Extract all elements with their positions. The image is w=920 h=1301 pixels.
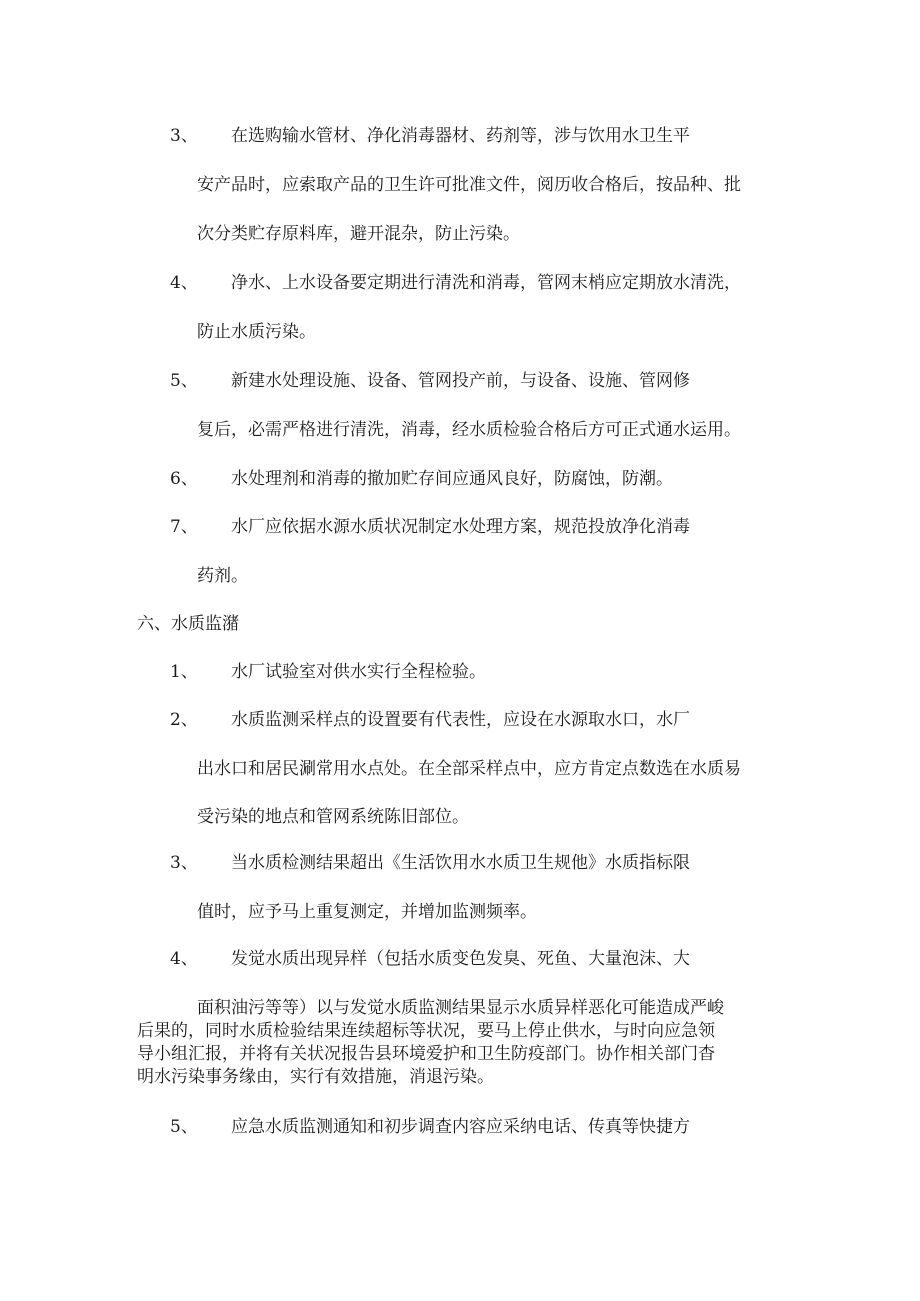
item-text-line: 应急水质监测通知和初步调查内容应采纳电话、传真等快捷方	[231, 1117, 690, 1137]
item-number: 4、	[170, 273, 198, 293]
item-text-line: 防止水质污染。	[197, 322, 316, 342]
item-number: 5、	[170, 371, 198, 391]
item-text-line: 次分类贮存原料库，避开混杂，防止污染。	[197, 224, 520, 244]
paragraph-line: 导小组汇报，并将有关状况报告县环境爱护和卫生防疫部门。协作相关部门杳	[137, 1044, 715, 1064]
item-text-line: 水厂应依据水源水质状况制定水处理方案，规范投放净化消毒	[231, 517, 690, 537]
paragraph-line: 面积油污等等）以与发觉水质监测结果显示水质异样恶化可能造成严峻	[197, 998, 724, 1018]
item-text-line: 当水质检测结果超出《生活饮用水水质卫生规他》水质指标限	[231, 853, 690, 873]
item-number: 7、	[170, 517, 198, 537]
paragraph-line: 明水污染事务缘由，实行有效措施，消退污染。	[137, 1067, 494, 1087]
item-number: 3、	[170, 126, 198, 146]
item-number: 3、	[170, 853, 198, 873]
item-text-line: 值时，应予马上重复测定，并增加监测频率。	[197, 902, 537, 922]
item-text-line: 净水、上水设备要定期进行清洗和消毒，管网末梢应定期放水清洗，	[231, 273, 741, 293]
item-text-line: 水厂试验室对供水实行全程检验。	[231, 662, 486, 682]
paragraph-line: 后果的，同时水质检验结果连续超标等状况，要马上停止供水，与时向应急领	[137, 1021, 715, 1041]
item-text-line: 新建水处理设施、设备、管网投产前，与设备、设施、管网修	[231, 371, 690, 391]
item-number: 6、	[170, 469, 198, 489]
item-number: 2、	[170, 710, 198, 730]
section-heading: 六、水质监潴	[137, 614, 239, 634]
item-text-line: 发觉水质出现异样（包括水质变色发臭、死鱼、大量泡沫、大	[231, 949, 690, 969]
item-text-line: 安产品时，应索取产品的卫生许可批准文件，阅历收合格后，按品种、批	[197, 175, 741, 195]
item-text-line: 水处理剂和消毒的撤加贮存间应通风良好，防腐蚀，防潮。	[231, 469, 673, 489]
item-text-line: 复后，必需严格进行清洗，消毒，经水质检验合格后方可正式通水运用。	[197, 420, 741, 440]
item-text-line: 受污染的地点和管网系统陈旧部位。	[197, 807, 469, 827]
continuation-paragraph	[137, 997, 807, 1089]
item-number: 4、	[170, 949, 198, 969]
item-number: 1、	[170, 662, 198, 682]
item-text-line: 药剂。	[197, 566, 248, 586]
item-text-line: 出水口和居民涮常用水点处。在全部采样点中，应方肯定点数选在水质易	[197, 759, 741, 779]
item-text-line: 在选购输水管材、净化消毒器材、药剂等，涉与饮用水卫生平	[231, 126, 690, 146]
item-text-line: 水质监测采样点的设置要有代表性，应设在水源取水口，水厂	[231, 710, 690, 730]
item-number: 5、	[170, 1117, 198, 1137]
